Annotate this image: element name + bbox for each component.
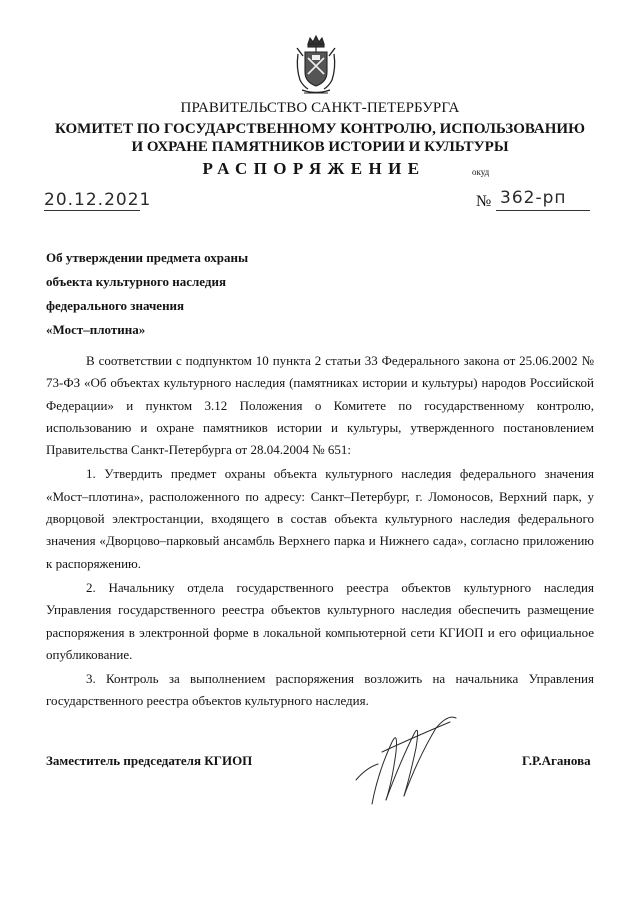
order-item-1: 1. Утвердить предмет охраны объекта культурного наследия федерального значения «Мост–плотина», расположенного по адресу: Санкт–Петербург, г. Ломоносов, Верхний парк, у дворцовой электростанции, входящего в состав объекта культурного наследия федерального значения «Дворцово–парковый ансамбль Верхнего парка и Нижнего сада», согласно приложению к распоряжению.	[46, 466, 594, 571]
committee-name-line-1: КОМИТЕТ ПО ГОСУДАРСТВЕННОМУ КОНТРОЛЮ, ИСПОЛЬЗОВАНИЮ	[55, 121, 585, 137]
government-name: ПРАВИТЕЛЬСТВО САНКТ-ПЕТЕРБУРГА	[180, 100, 460, 116]
coat-of-arms-icon	[294, 34, 338, 96]
subject-line: «Мост–плотина»	[46, 322, 146, 337]
number-underline	[496, 210, 590, 211]
committee-name-line-2: И ОХРАНЕ ПАМЯТНИКОВ ИСТОРИИ И КУЛЬТУРЫ	[131, 139, 509, 155]
subject-line: объекта культурного наследия	[46, 274, 226, 289]
subject-line: федерального значения	[46, 298, 185, 313]
subject-line: Об утверждении предмета охраны	[46, 250, 249, 265]
number-sign: №	[476, 193, 492, 210]
preamble-paragraph: В соответствии с подпунктом 10 пункта 2 статьи 33 Федерального закона от 25.06.2002 № 73-ФЗ «Об объектах культурного наследия (памятниках истории и культуры) народов Российской Федерации» и пунктом 3.12 Положения о Комитете по государственному контролю, использованию и охране памятников истории и культуры, утвержденного постановлением Правительства Санкт-Петербурга от 28.04.2004 № 651:	[46, 353, 594, 458]
document-subject	[46, 246, 248, 342]
document-number: 362-рп	[500, 188, 567, 208]
handwritten-signature-icon	[352, 712, 460, 808]
okud-label: окуд	[472, 167, 490, 177]
order-item-2: 2. Начальнику отдела государственного реестра объектов культурного наследия Управления государственного реестра объектов культурного наследия обеспечить размещение распоряжения в электронной форме в локальной компьютерной сети КГИОП и его официальное опубликование.	[46, 579, 594, 662]
document-type: РАСПОРЯЖЕНИЕ	[202, 159, 426, 178]
signatory-name: Г.Р.Аганова	[522, 753, 591, 768]
signatory-title: Заместитель председателя КГИОП	[46, 753, 253, 768]
document-body	[46, 350, 594, 713]
date-underline	[44, 210, 140, 211]
document-date: 20.12.2021	[44, 190, 152, 210]
order-item-3: 3. Контроль за выполнением распоряжения возложить на начальника Управления государственного реестра объектов культурного наследия.	[46, 671, 594, 709]
